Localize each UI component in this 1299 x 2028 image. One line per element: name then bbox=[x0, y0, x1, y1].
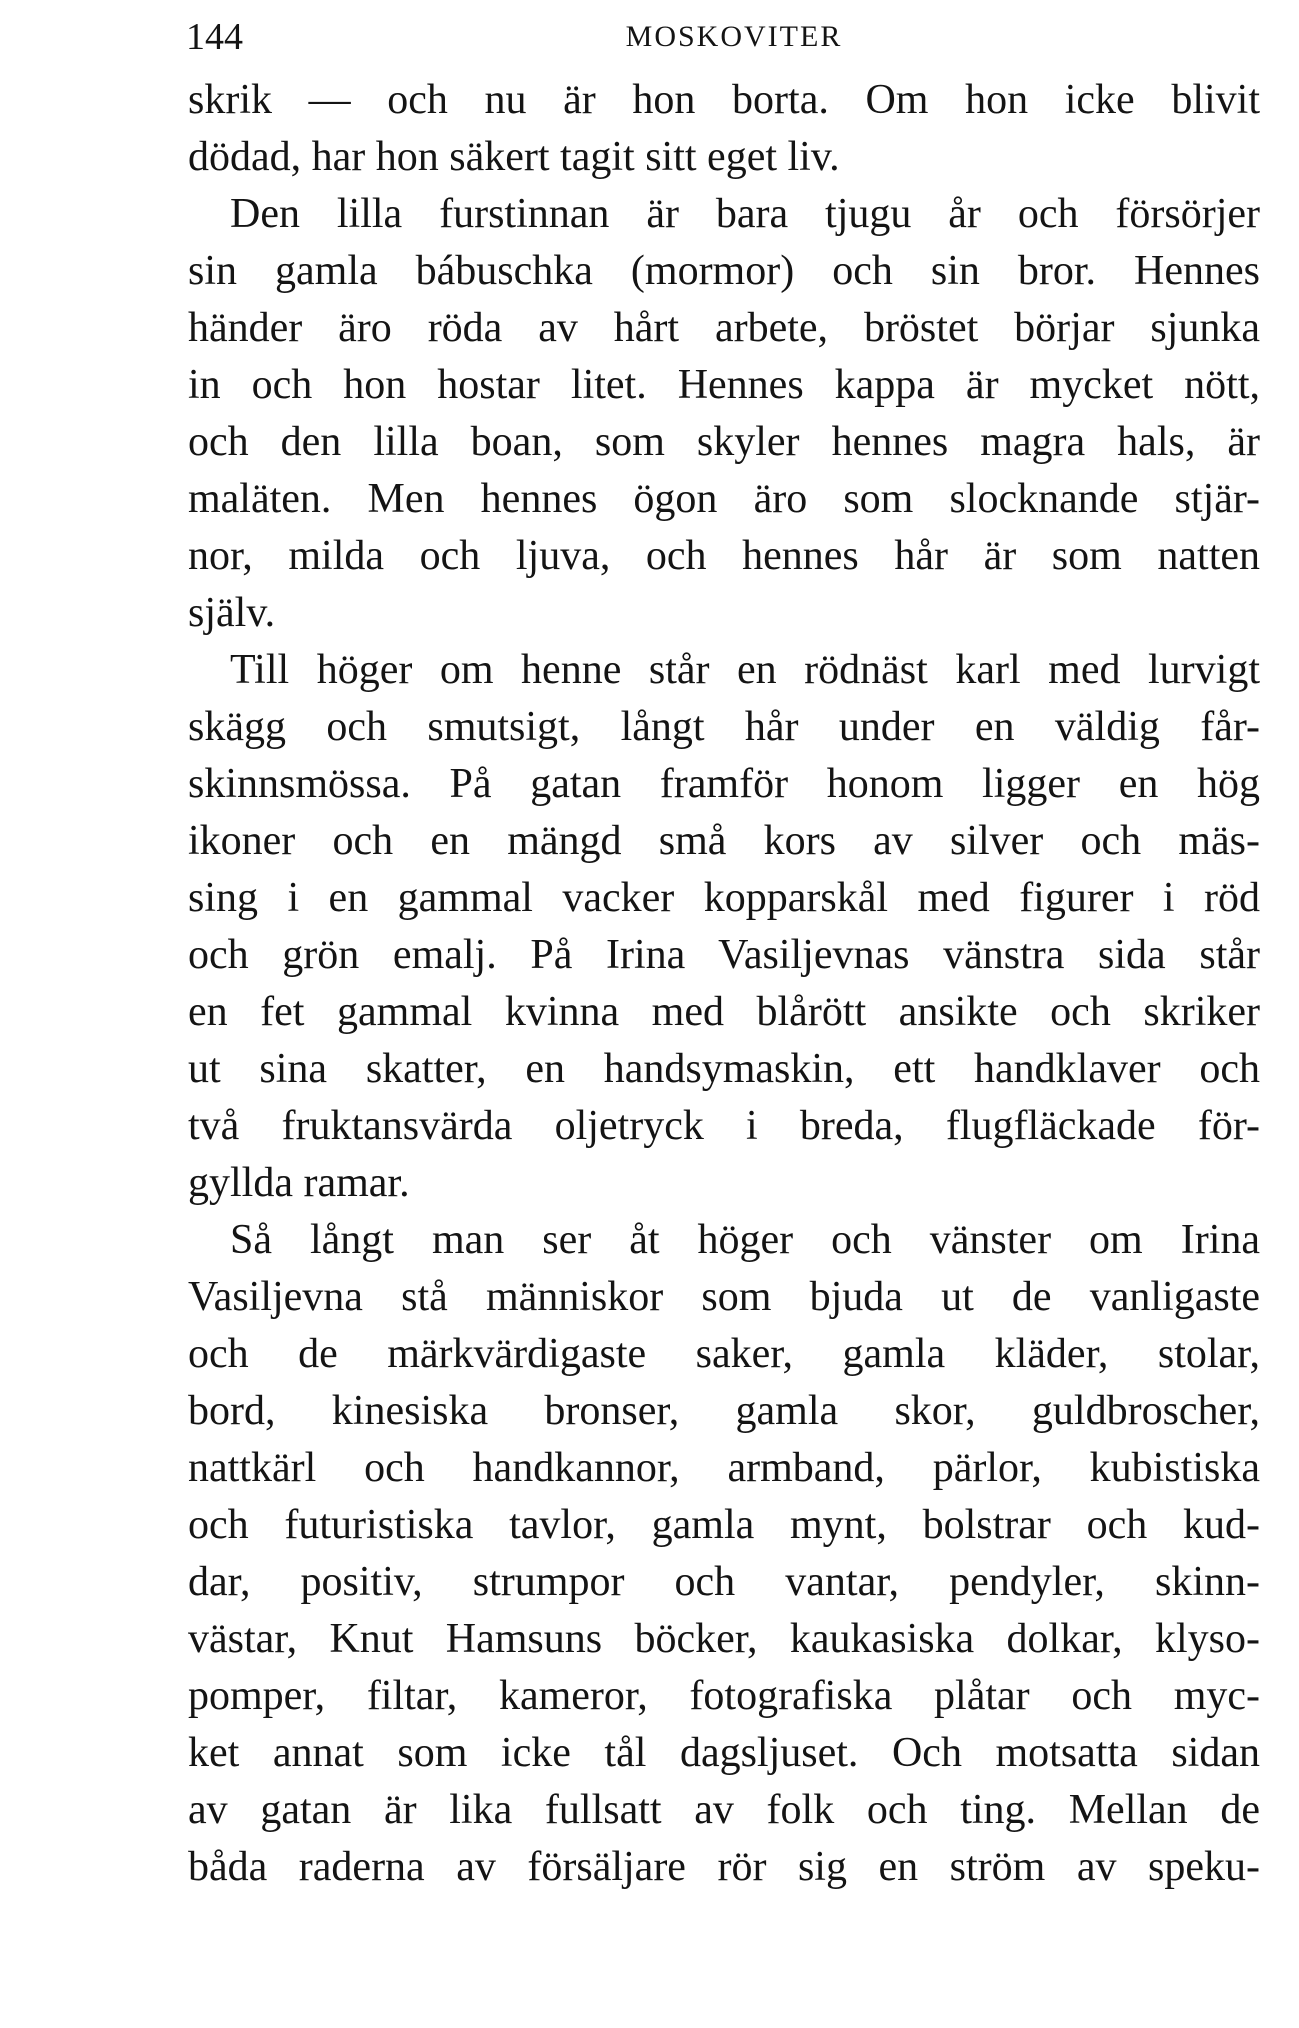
text-line: och den lilla boan, som skyler hennes magra hals, är bbox=[188, 419, 1260, 465]
text-line: sin gamla bábuschka (mormor) och sin bror. Hennes bbox=[188, 248, 1260, 294]
text-line: och grön emalj. På Irina Vasiljevnas vänstra sida står bbox=[188, 932, 1260, 978]
text-line: ikoner och en mängd små kors av silver och mäs- bbox=[188, 818, 1260, 864]
text-line: båda raderna av försäljare rör sig en ström av speku- bbox=[188, 1844, 1260, 1890]
text-line: och futuristiska tavlor, gamla mynt, bolstrar och kud- bbox=[188, 1502, 1260, 1548]
text-line: händer äro röda av hårt arbete, bröstet börjar sjunka bbox=[188, 305, 1260, 351]
text-line: Så långt man ser åt höger och vänster om Irina bbox=[230, 1217, 1260, 1263]
text-line: västar, Knut Hamsuns böcker, kaukasiska dolkar, klyso- bbox=[188, 1616, 1260, 1662]
page-number: 144 bbox=[186, 16, 243, 58]
text-line: sing i en gammal vacker kopparskål med figurer i röd bbox=[188, 875, 1260, 921]
text-line: av gatan är lika fullsatt av folk och ting. Mellan de bbox=[188, 1787, 1260, 1833]
text-line: Till höger om henne står en rödnäst karl med lurvigt bbox=[230, 647, 1260, 693]
text-line: maläten. Men hennes ögon äro som slocknande stjär- bbox=[188, 476, 1260, 522]
text-line: dar, positiv, strumpor och vantar, pendyler, skinn- bbox=[188, 1559, 1260, 1605]
text-line: nor, milda och ljuva, och hennes hår är som natten bbox=[188, 533, 1260, 579]
text-line: bord, kinesiska bronser, gamla skor, guldbroscher, bbox=[188, 1388, 1260, 1434]
body-text bbox=[188, 72, 1260, 1896]
text-line: skägg och smutsigt, långt hår under en väldig får- bbox=[188, 704, 1260, 750]
running-title: MOSKOVITER bbox=[625, 20, 843, 53]
text-line: pomper, filtar, kameror, fotografiska plåtar och myc- bbox=[188, 1673, 1260, 1719]
text-line: en fet gammal kvinna med blårött ansikte och skriker bbox=[188, 989, 1260, 1035]
text-line: och de märkvärdigaste saker, gamla kläder, stolar, bbox=[188, 1331, 1260, 1377]
text-line: själv. bbox=[188, 590, 276, 636]
text-line: ut sina skatter, en handsymaskin, ett handklaver och bbox=[188, 1046, 1260, 1092]
text-line: ket annat som icke tål dagsljuset. Och motsatta sidan bbox=[188, 1730, 1260, 1776]
text-line: Den lilla furstinnan är bara tjugu år och försörjer bbox=[230, 191, 1260, 237]
text-line: skinnsmössa. På gatan framför honom ligger en hög bbox=[188, 761, 1260, 807]
text-line: gyllda ramar. bbox=[188, 1160, 410, 1206]
text-line: nattkärl och handkannor, armband, pärlor, kubistiska bbox=[188, 1445, 1260, 1491]
page-header bbox=[186, 12, 1262, 62]
text-line: dödad, har hon säkert tagit sitt eget liv. bbox=[188, 134, 840, 180]
text-line: Vasiljevna stå människor som bjuda ut de vanligaste bbox=[188, 1274, 1260, 1320]
text-line: två fruktansvärda oljetryck i breda, flugfläckade för- bbox=[188, 1103, 1260, 1149]
text-line: in och hon hostar litet. Hennes kappa är mycket nött, bbox=[188, 362, 1260, 408]
text-line: skrik — och nu är hon borta. Om hon icke blivit bbox=[188, 77, 1260, 123]
